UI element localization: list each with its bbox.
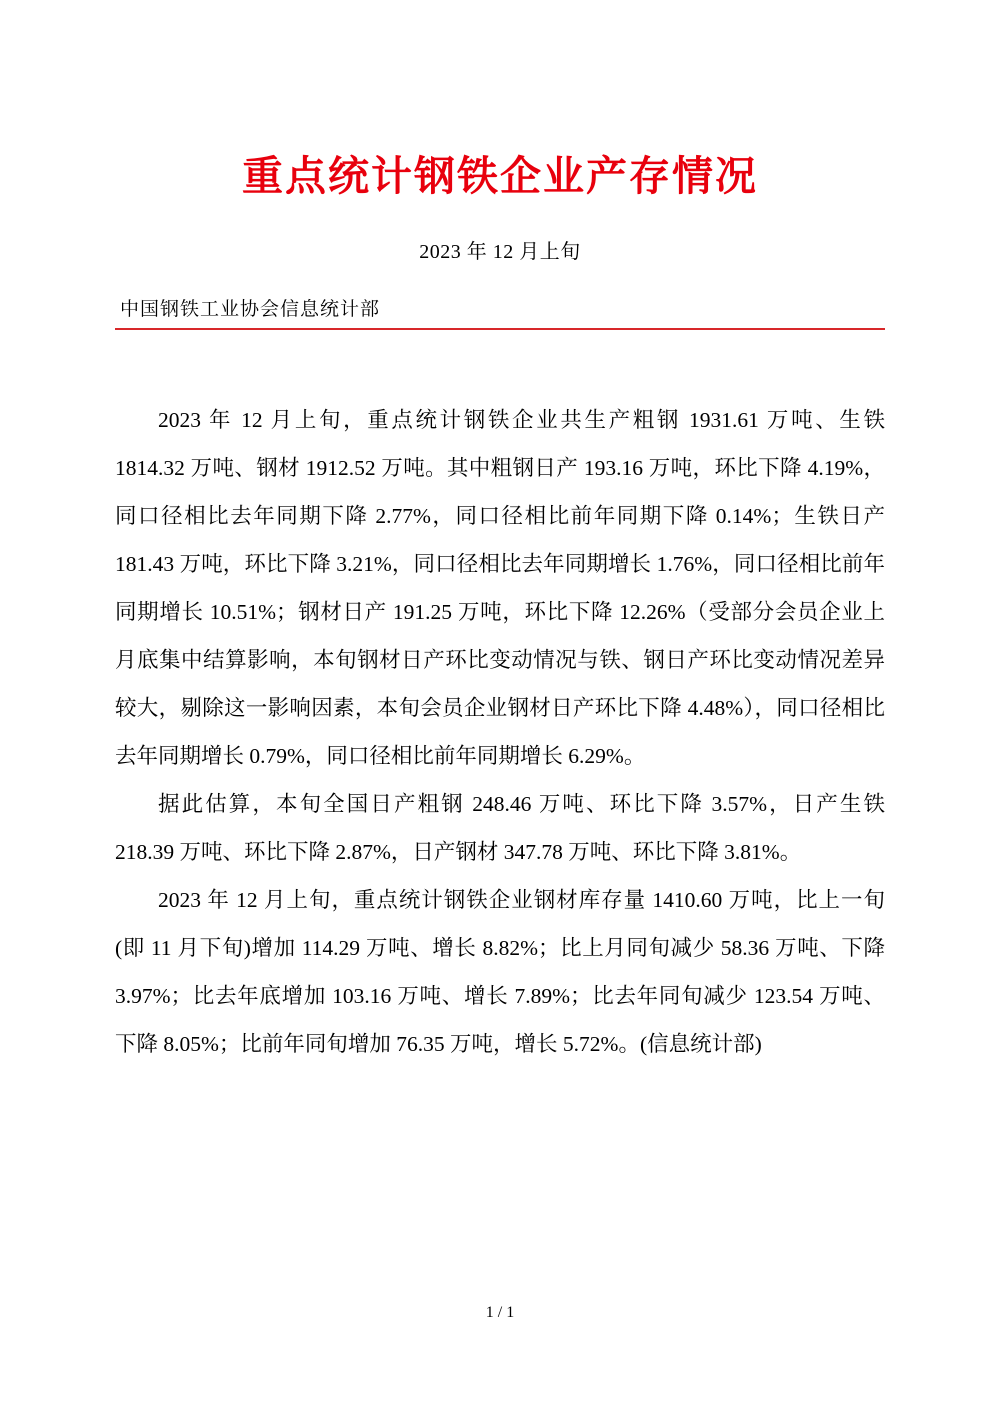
red-divider (115, 328, 885, 330)
report-date: 2023 年 12 月上旬 (419, 241, 581, 264)
paragraph-2: 据此估算，本旬全国日产粗钢 248.46 万吨、环比下降 3.57%，日产生铁 218.39 万吨、环比下降 2.87%，日产钢材 347.78 万吨、环比下降 3.81%。 (115, 792, 885, 865)
paragraph-1: 2023 年 12 月上旬，重点统计钢铁企业共生产粗钢 1931.61 万吨、生铁 1814.32 万吨、钢材 1912.52 万吨。其中粗钢日产 193.16 万吨，环比下降 4.19%，同口径相比去年同期下降 2.77%，同口径相比前年同期下降 0.14%；生铁日产 181.43 万吨，环比下降 3.21%，同口径相比去年同期增长 1.76%，同口径相比前年同期增长 10.51%；钢材日产 191.25 万吨，环比下降 12.26%（受部分会员企业上月底集中结算影响，本旬钢材日产环比变动情况与铁、钢日产环比变动情况差异较大，剔除这一影响因素，本旬会员企业钢材日产环比下降 4.48%），同口径相比去年同期增长 0.79%，同口径相比前年同期增长 6.29%。 (115, 408, 885, 769)
paragraph-3: 2023 年 12 月上旬，重点统计钢铁企业钢材库存量 1410.60 万吨，比上一旬(即 11 月下旬)增加 114.29 万吨、增长 8.82%；比上月同旬减少 58.36 万吨、下降 3.97%；比去年底增加 103.16 万吨、增长 7.89%；比去年同旬减少 123.54 万吨、下降 8.05%；比前年同旬增加 76.35 万吨，增长 5.72%。(信息统计部) (115, 888, 885, 1057)
document-body (115, 396, 885, 1068)
page-title: 重点统计钢铁企业产存情况 (242, 152, 758, 200)
issuing-department: 中国钢铁工业协会信息统计部 (120, 299, 381, 321)
page-number: 1 / 1 (485, 1304, 515, 1321)
